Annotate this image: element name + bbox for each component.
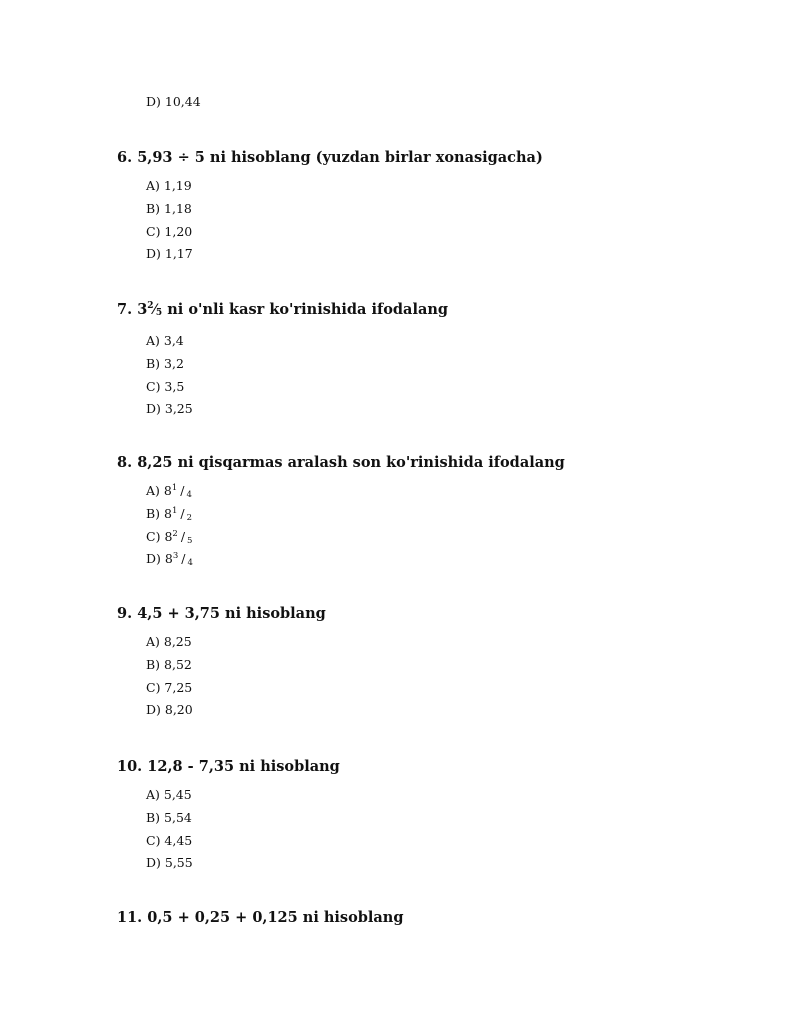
question-prompt: 12,8 - 7,35 ni hisoblang <box>147 758 340 775</box>
question-11-text <box>117 908 404 928</box>
mixed-number-whole: 8 <box>164 551 173 567</box>
fraction-slash: / <box>180 483 185 498</box>
question-9 <box>117 604 326 724</box>
question-number: 8. <box>117 454 133 471</box>
question-9-text <box>117 604 326 624</box>
mixed-number-denominator: 5 <box>155 308 163 318</box>
option-c: C) 7,25 <box>146 679 193 695</box>
mixed-number-whole: 3 <box>137 301 148 318</box>
question-7-text <box>117 300 448 323</box>
question-11 <box>117 908 404 928</box>
option-c: C) 3,5 <box>146 378 185 394</box>
question-7 <box>117 300 448 423</box>
question-number: 10. <box>117 758 143 775</box>
option-a: A) 3,4 <box>146 333 184 348</box>
mixed-number-denominator: 4 <box>186 490 192 500</box>
mixed-number-denominator: 2 <box>186 512 193 523</box>
question-prompt: 0,5 + 0,25 + 0,125 ni hisoblang <box>147 909 404 926</box>
mixed-number-numerator: 2 <box>172 528 178 539</box>
option-d: D) 1,17 <box>146 246 193 262</box>
option-c: C) 1,20 <box>146 223 193 239</box>
option-letter: D) <box>146 551 161 567</box>
mixed-number-numerator: 1 <box>171 483 178 493</box>
question-10-text <box>117 757 340 777</box>
option-d: D) 8,20 <box>146 702 193 718</box>
option-a <box>146 482 565 500</box>
option-b: B) 8,52 <box>146 656 192 672</box>
option-b <box>146 505 565 523</box>
question-number: 6. <box>117 149 133 166</box>
option-b: B) 5,54 <box>146 809 192 825</box>
mixed-number-numerator: 1 <box>172 505 178 516</box>
fraction-slash: / <box>181 551 186 567</box>
question-8 <box>117 453 565 573</box>
question-number: 11. <box>117 909 143 926</box>
option-letter: A) <box>146 483 160 498</box>
question-8-options <box>146 482 565 568</box>
question-10-options <box>146 786 340 872</box>
question-number: 7. <box>117 301 133 318</box>
option-c <box>146 528 565 546</box>
question-8-text <box>117 453 565 473</box>
option-d: D) 5,55 <box>146 855 193 871</box>
option-d: D) 3,25 <box>146 401 193 417</box>
question-10 <box>117 757 340 877</box>
option-a: A) 5,45 <box>146 787 192 802</box>
option-a: A) 1,19 <box>146 178 192 193</box>
option-d <box>146 550 565 568</box>
question-6-options <box>146 177 543 263</box>
fraction-slash: / <box>180 528 186 544</box>
question-prompt: 8,25 ni qisqarmas aralash son ko'rinishida ifodalang <box>137 454 565 471</box>
mixed-number-denominator: 5 <box>187 535 193 546</box>
option-d-previous-question: D) 10,44 <box>146 94 201 109</box>
option-b: B) 3,2 <box>146 355 184 371</box>
mixed-number-whole: 8 <box>164 528 173 544</box>
mixed-number-numerator: 2 <box>147 301 154 311</box>
question-number: 9. <box>117 605 133 622</box>
option-letter: B) <box>146 505 161 521</box>
option-b: B) 1,18 <box>146 200 192 216</box>
question-prompt: ni o'nli kasr ko'rinishida ifodalang <box>167 301 449 318</box>
question-7-options <box>146 332 448 418</box>
fraction-slash: ⁄ <box>153 302 156 318</box>
question-6 <box>117 148 543 268</box>
question-6-text <box>117 148 543 168</box>
question-prompt: 4,5 + 3,75 ni hisoblang <box>137 605 326 622</box>
mixed-number-numerator: 3 <box>172 551 179 562</box>
question-prompt: 5,93 ÷ 5 ni hisoblang (yuzdan birlar xonasigacha) <box>137 149 543 166</box>
mixed-number-denominator: 4 <box>187 558 193 569</box>
mixed-number-whole: 8 <box>164 505 172 521</box>
question-9-options <box>146 633 326 719</box>
option-a: A) 8,25 <box>146 634 192 649</box>
mixed-number-whole: 8 <box>163 483 172 498</box>
option-letter: C) <box>146 528 161 544</box>
fraction-slash: / <box>180 505 185 521</box>
option-c: C) 4,45 <box>146 832 193 848</box>
